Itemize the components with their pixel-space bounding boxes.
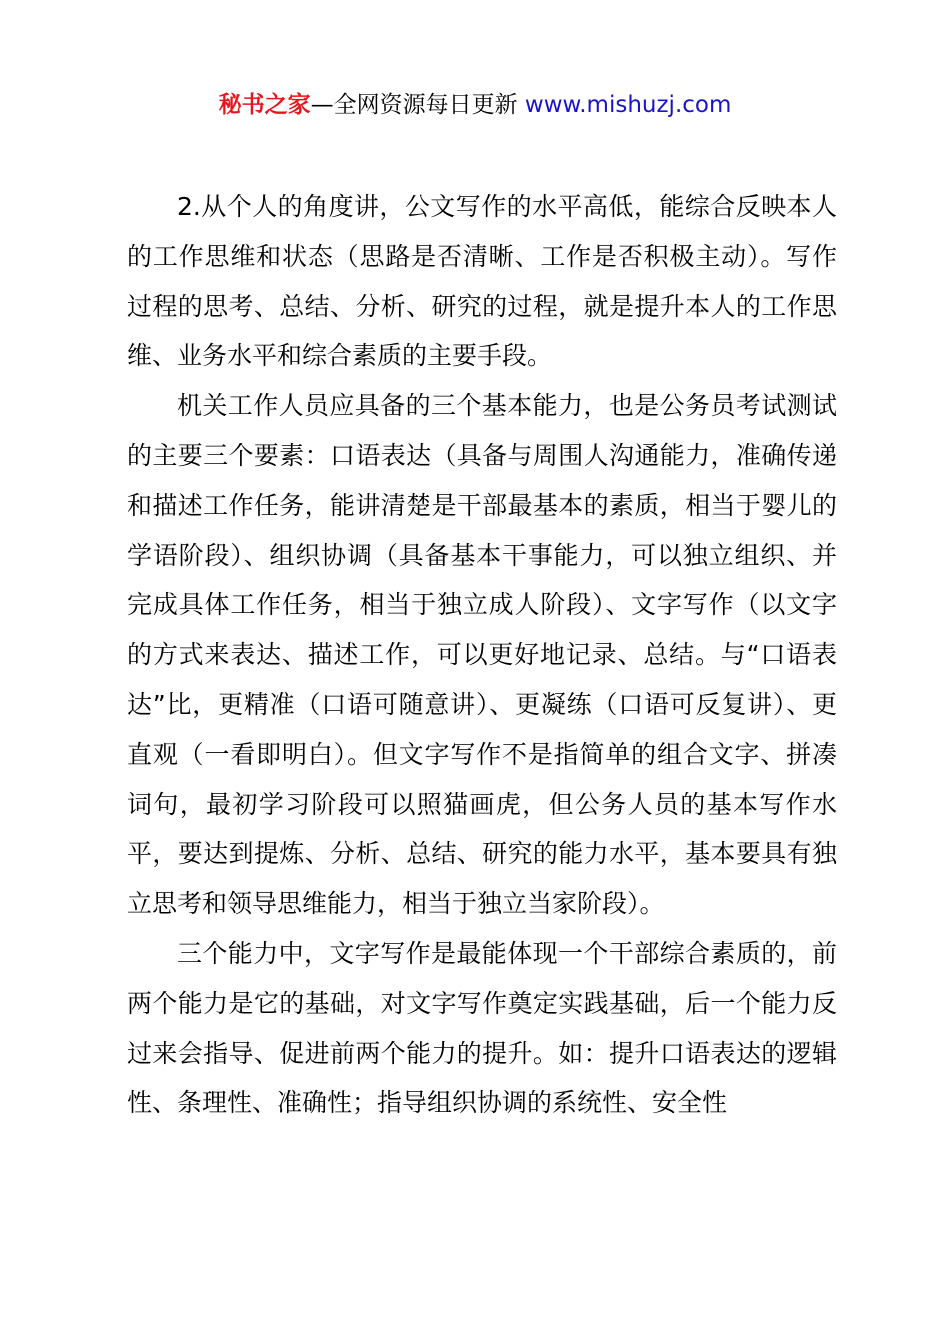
site-url[interactable]: www.mishuzj.com bbox=[524, 92, 732, 118]
paragraph-2: 机关工作人员应具备的三个基本能力，也是公务员考试测试的主要三个要素：口语表达（具备与周围人沟通能力，准确传递和描述工作任务，能讲清楚是干部最基本的素质，相当于婴儿的学语阶段）、组织协调（具备基本干事能力，可以独立组织、并完成具体工作任务，相当于独立成人阶段）、文字写作（以文字的方式来表达、描述工作，可以更好地记录、总结。与“口语表达”比，更精准（口语可随意讲）、更凝练（口语可反复讲）、更直观（一看即明白）。但文字写作不是指简单的组合文字、拼凑词句，最初学习阶段可以照猫画虎，但公务人员的基本写作水平，要达到提炼、分析、总结、研究的能力水平，基本要具有独立思考和领导思维能力，相当于独立当家阶段）。 bbox=[127, 391, 837, 919]
header-slogan: —全网资源每日更新 bbox=[310, 92, 525, 118]
document-body bbox=[127, 182, 837, 1128]
paragraph-1: 2.从个人的角度讲，公文写作的水平高低，能综合反映本人的工作思维和状态（思路是否清晰、工作是否积极主动）。写作过程的思考、总结、分析、研究的过程，就是提升本人的工作思维、业务水平和综合素质的主要手段。 bbox=[127, 192, 837, 371]
brand-name: 秘书之家 bbox=[218, 92, 311, 118]
page-header bbox=[0, 88, 950, 122]
paragraph-3: 三个能力中，文字写作是最能体现一个干部综合素质的，前两个能力是它的基础，对文字写作奠定实践基础，后一个能力反过来会指导、促进前两个能力的提升。如：提升口语表达的逻辑性、条理性、准确性；指导组织协调的系统性、安全性 bbox=[127, 938, 837, 1118]
